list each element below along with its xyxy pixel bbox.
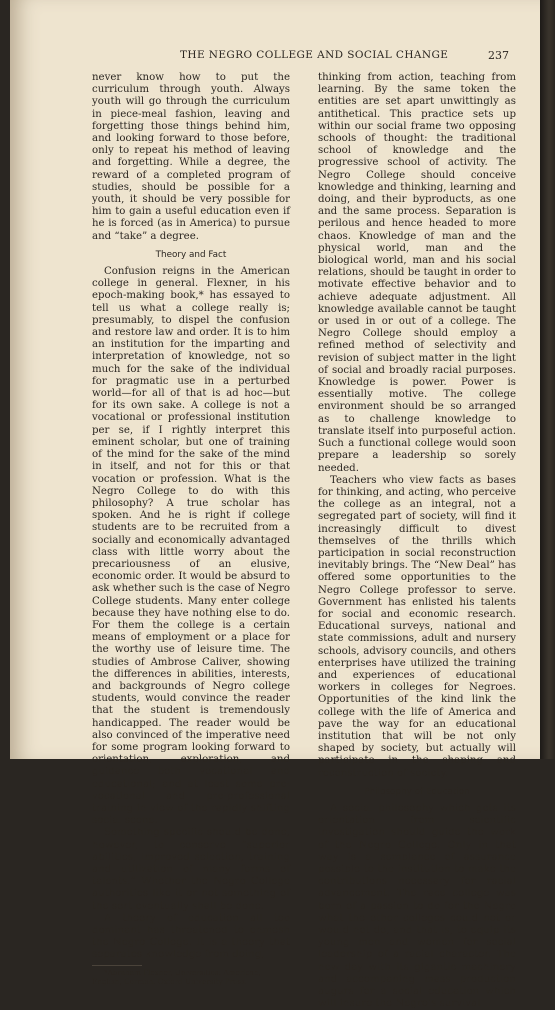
- right-column: [318, 72, 516, 1010]
- running-head: THE NEGRO COLLEGE AND SOCIAL CHANGE: [180, 49, 449, 61]
- left-paragraph-3: Something specific should be done, however, to conserve “superior abilities, improved selection, training and utilization of many forms of talents.” Whether the Negro College authorities like it or not something of the sort eventually shall be done.: [92, 827, 290, 912]
- section-heading-philosophy-of-education: Philosophy of Education: [364, 786, 470, 797]
- right-paragraph-1: thinking from action, teaching from learning. By the same token the entities are set apart unwittingly as antithetical. This practice sets up within our social frame two opposing schools of thought: the traditional school of knowledge and the progressive school of activity. The Negro College should conceive knowledge and thinking, learning and doing, and their byproducts, as one and the same process. Separation is perilous and hence headed to more chaos. Knowledge of man and the physical world, man and the biological world, man and his social relations, should be taught in order to motivate effective behavior and to achieve adequate adjustment. All knowledge available cannot be taught or used in or out of a college. The Negro College should employ a refined method of selectivity and revision of subject matter in the light of social and broadly racial purposes. Knowledge is power. Power is essentially motive. The college environment should be so arranged as to challenge knowledge to translate itself into purposeful action. Such a functional college would soon prepare a leadership so sorely needed.: [318, 72, 516, 474]
- right-paragraph-3: A social philosophy which gets its orientation from scientific investigation should guide the work of the Negro College. Only in that way is a semblance of assurance possible to the institution to make the contributions necessary for racial advancement. The race college was born of a passion to do for the Negro what the other colleges could not or would not do, and that is, to equip its young men and women for social leadership of a racial character. The new day with its gigantic machinery and accompaning mass production augurs for a social education which will insure the Negro’s survival: [318, 802, 516, 1010]
- book-page: [10, 0, 540, 1010]
- page-number: 237: [488, 49, 509, 62]
- section-heading-theory-and-fact: Theory and Fact: [155, 249, 227, 260]
- footnote: *Abraham Flexner, Universities: American, English, German. Oxford University Press.: [92, 967, 261, 986]
- left-paragraph-4: A theory of education all too dominant has threatened to enmesh the Negro College. It is a theory that separates knowledge from doing,: [92, 912, 290, 961]
- footnote-rule: [92, 965, 142, 966]
- left-paragraph-1: never know how to put the curriculum through youth. Always youth will go through the curriculum in piece-meal fashion, leaving and forgetting those things behind him, and looking forward to those before, only to repeat his method of leaving and forgetting. While a degree, the reward of a completed program of studies, should be possible for a youth, it should be very possible for him to gain a useful education even if he is forced (as in America) to pursue and “take” a degree.: [92, 72, 290, 242]
- right-paragraph-2: Teachers who view facts as bases for thinking, and acting, who perceive the college as an integral, not a segregated part of society, will find it increasingly difficult to divest themselves of the thrills which participation in social reconstruction inevitably brings. The “New Deal” has offered some opportunities to the Negro College professor to serve. Government has enlisted his talents for social and economic research. Educational surveys, national and state commissions, adult and nursery schools, advisory councils, and others enterprises have utilized the training and experiences of educational workers in colleges for Negroes. Opportunities of the kind link the college with the life of America and pave the way for an educational institution that will be not only shaped by society, but actually will participate in the shaping and reconstruction of society.: [318, 474, 516, 779]
- left-column: [92, 72, 290, 986]
- book-spine: [540, 0, 555, 759]
- left-paragraph-2: Confusion reigns in the American college in general. Flexner, in his epoch-making book,* has essayed to tell us what a college really is; presumably, to dispel the confusion and restore law and order. It is to him an institution for the imparting and interpretation of knowledge, not so much for the sake of the individual for pragmatic use in a perturbed world—for all of that is ad hoc—but for its own sake. A college is not a vocational or professional institution per se, if I rightly interpret this eminent scholar, but one of training of the mind for the sake of the mind in itself, and not for this or that vocation or profession. What is the Negro College to do with this philosophy? A true scholar has spoken. And he is right if college students are to be recruited from a socially and economically advantaged class with little worry about the precariousness of an elusive, economic order. It would be absurd to ask whether such is the case of Negro College students. Many enter college because they have nothing else to do. For them the college is a certain means of employment or a place for the worthy use of leisure time. The studies of Ambrose Caliver, showing the differences in abilities, interests, and backgrounds of Negro college students, would convince the reader that the student is tremendously handicapped. The reader would be also convinced of the imperative need for some program looking forward to orientation, exploration, and guidance both vocational and educational; and at least some pre-vocational and pre-professional training in view of the rapidly shifting social scene.: [92, 266, 290, 827]
